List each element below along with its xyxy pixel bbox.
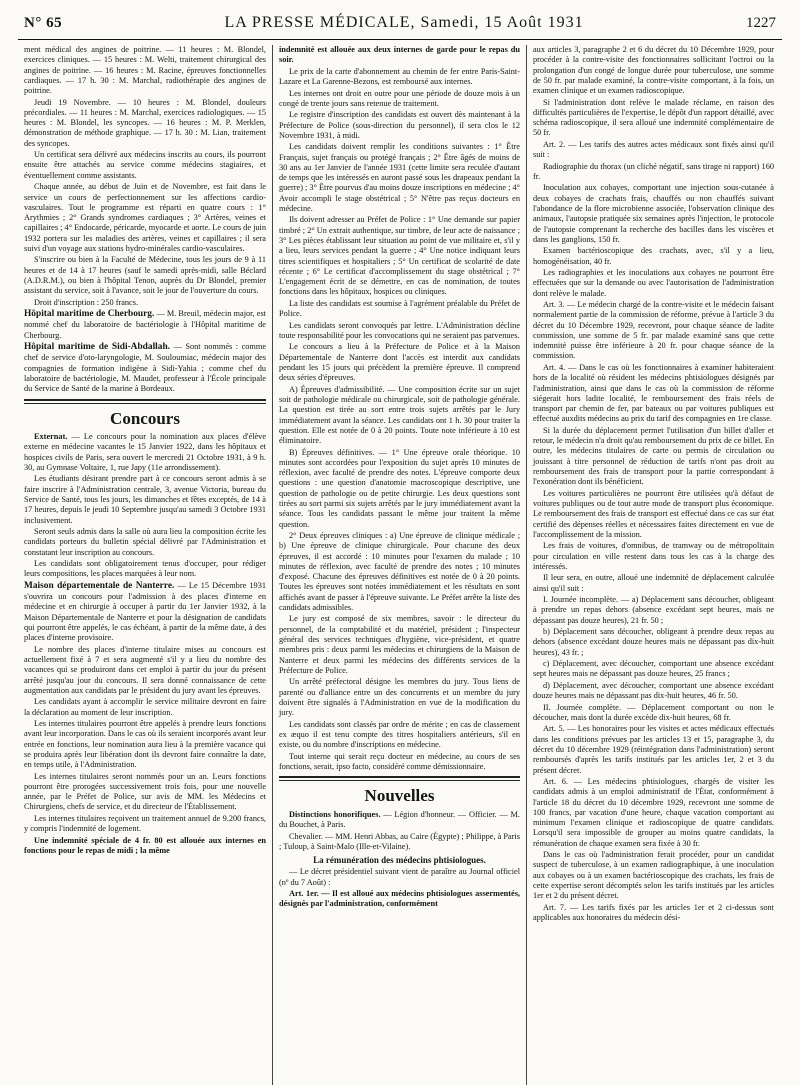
paragraph: Les radiographies et les inoculations aux cobayes ne pourront être effectuées que sur la demande ou avec l'autorisation de l'administration dont relève le malade. [533, 268, 774, 298]
paragraph: Jeudi 19 Novembre. — 10 heures : M. Blondel, douleurs précordiales. — 11 heures : M. Marchal, exercices radiologiques. — 15 heures : M. Blondel, les syncopes. — 16 heures : M. P. Merklen, démonstration de méthode graphique. — 17 h. 30 : M. Lian, traitement des syncopes. [24, 97, 266, 148]
paragraph: d) Déplacement, avec découcher, comportant une absence excédant douze heures mais ne dépassant pas dix-huit heures, 46 fr. 50. [533, 680, 774, 701]
paragraph: Les internes titulaires pourront être appelés à prendre leurs fonctions avant leur incorporation. Dans le cas où ils seraient incorporés avant leur entrée en fonctions, leur nomination aura lieu à la première vacance qui se produira après leur libération dont ils devront faire connaître la date, en temps utile, à l'Administration. [24, 719, 266, 770]
paragraph: ment médical des angines de poitrine. — 11 heures : M. Blondel, exercices cliniques. — 15 heures : M. Welti, traitement chirurgical des angines de poitrine. — 16 heures : M. Racine, épreuves fonctionnelles cardiaques. — 17 h. 30 : M. Marchal, radiothérapie des angines de poitrine. [24, 45, 266, 96]
news-item-sidi-abdallah [24, 342, 266, 394]
section-title-concours: Concours [110, 408, 180, 428]
paragraph: Les voitures particulières ne pourront être utilisées qu'à défaut de voitures publiques ou de tout autre mode de transport plus économique. Le remboursement des frais de transport est effectué dans ce cas sur état certifié des dépenses réelles et nécessaires faites directement en vue de l'accomplissement de la mission. [533, 488, 774, 539]
item-text: — M. Breuil, médecin major, est nommé chef du laboratoire de bactériologie à l'Hôpital maritime de Cherbourg. [24, 309, 266, 340]
paragraph: Art. 7. — Les tarifs fixés par les articles 1er et 2 ci-dessus sont applicables aux honoraires du médecin dési- [533, 902, 774, 922]
item-heading: Distinctions honorifiques. [289, 809, 381, 819]
paragraph: II. Journée complète. — Déplacement comportant ou non le découcher, mais dont la durée excède dix-huit heures, 68 fr. [533, 702, 774, 722]
news-item-externat [24, 432, 266, 473]
paragraph: Les candidats ayant à accomplir le service militaire devront en faire la déclaration au moment de leur inscription. [24, 697, 266, 717]
paragraph: La liste des candidats est soumise à l'agrément préalable du Préfet de Police. [279, 298, 520, 319]
issue-number: N° 65 [24, 15, 63, 31]
news-item-distinctions [279, 810, 520, 831]
paragraph: Le prix de la carte d'abonnement au chemin de fer entre Paris-Saint-Lazare et La Garenne-Bezons, est remboursé aux internes. [279, 66, 520, 87]
paragraph: Il leur sera, en outre, alloué une indemnité de déplacement calculée ainsi qu'il suit : [533, 573, 774, 593]
news-item-cherbourg [24, 309, 266, 341]
item-heading: Hôpital maritime de Cherbourg. [24, 309, 155, 320]
paragraph: — Le décret présidentiel suivant vient de paraître au Journal officiel (nº du 7 Août) : [279, 867, 520, 887]
item-heading: Hôpital maritime de Sidi-Abdallah. [24, 342, 171, 353]
section-title-nouvelles: Nouvelles [364, 786, 435, 806]
paragraph: indemnité est allouée aux deux internes de garde pour le repas du soir. [279, 45, 520, 65]
item-text: — Le concours pour la nomination aux places d'élève externe en médecine vacantes le 15 Janvier 1922, dans les hôpitaux et hospices civils de Paris, sera ouvert le mercredi 21 Octobre 1931, à 9 h. 30, au Gymnase Voltaire, 1, rue Japy (11e arrondissement). [24, 432, 267, 472]
paragraph: Examen bactérioscopique des crachats, avec, s'il y a lieu, homogénéisation, 40 fr. [533, 246, 774, 266]
news-item-nanterre [24, 581, 266, 644]
column-1 [18, 45, 272, 1085]
paragraph: A) Épreuves d'admissibilité. — Une composition écrite sur un sujet soit de pathologie médicale ou chirurgicale, soit de pathologie générale. La question est tirée au sort entre trois sujets arrêtés par le Jury immédiatement avant la séance. Les candidats ont 1 h. 30 pour traiter la question. Elle est notée de 0 à 20 points. Toute note inférieure à 10 est éliminatoire. [279, 384, 520, 446]
paragraph: Tout interne qui serait reçu docteur en médecine, au cours de ses fonctions, serait, ipso facto, considéré comme démissionnaire. [279, 751, 520, 771]
paragraph: Art. 2. — Les tarifs des autres actes médicaux sont fixés ainsi qu'il suit : [533, 139, 774, 160]
paragraph: Les internes ont droit en outre pour une période de douze mois à un congé de trente jours sans retenue de traitement. [279, 88, 520, 108]
paragraph: Chaque année, au début de Juin et de Novembre, est fait dans le service un cours de perfectionnement sur les affections cardio-vasculaires. Tout le programme est réparti en quatre cours : 1° Arythmies ; 2° Grands syndromes cardiaques ; 3° Artères, veines et capillaires ; 4° Endocarde, péricarde, myocarde et aorte. Le cours de juin 1932 portera sur les maladies des artères, veines et capillaires ; il sera suivi d'un voyage aux stations hydro-minérales cardio-vasculaires. [24, 182, 266, 253]
paragraph: b) Déplacement sans découcher, obligeant à prendre deux repas au dehors (absence excédant douze heures mais ne dépassant pas dix-huit heures), 43 fr. ; [533, 627, 774, 657]
newspaper-title: LA PRESSE MÉDICALE, Samedi, 15 Août 1931 [224, 14, 584, 31]
paragraph: B) Épreuves définitives. — 1° Une épreuve orale théorique. 10 minutes sont accordées pour l'exposition du sujet après 10 minutes de réflexion, avec faculté de prendre des notes. L'épreuve comporte deux questions : une question d'anatomie macroscopique descriptive, une question de pathologie ou de petite chirurgie. Les deux questions sont tirées au sort parmi six sujets arrêtés par le jury immédiatement avant la séance. Tous les candidats passant le même jour traitent la même question. [279, 447, 520, 529]
paragraph: Art. 4. — Dans le cas où les fonctionnaires à examiner habiteraient hors de la localité où résident les médecins phtisiologues désignés par l'administration, ainsi que dans le cas où la commission de réforme siégerait hors ladite localité, le remboursement des frais réels de transport par chemin de fer, par bateaux ou par voitures publiques est effectué auxdits médecins au prix du tarif des compagnies en 1re classe. [533, 362, 774, 424]
paragraph: S'inscrire ou bien à la Faculté de Médecine, tous les jours de 9 à 11 heures et de 14 à 17 heures (sauf le samedi après-midi, salle Béclard (A.D.R.M.), ou bien à l'hôpital Tenon, auprès du Dr Blondel, premier assistant du service, soit à l'avance, soit le jour de l'ouverture du cours. [24, 255, 266, 296]
paragraph: Le jury est composé de six membres, savoir : le directeur du personnel, de la comptabilité et du matériel, président ; l'inspecteur général des services techniques d'hygiène, vice-président, et quatre membres pris : deux parmi les médecins et chirurgiens de la Maison de Nanterre et deux parmi les médecins des différents services de la Préfecture de Police. [279, 614, 520, 675]
paragraph: Seront seuls admis dans la salle où aura lieu la composition écrite les candidats porteurs du bulletin spécial délivré par l'Administration et constatant leur inscription au concours. [24, 527, 266, 557]
item-text: — Légion d'honneur. — Officier. — M. du Bouchet, à Paris. [279, 809, 520, 830]
paragraph: Art. 1er. — Il est alloué aux médecins phtisiologues assermentés, désignés par l'administration, conformément [279, 889, 520, 909]
paragraph: Une indemnité spéciale de 4 fr. 80 est allouée aux internes en fonctions pour le repas de midi ; la même [24, 835, 266, 855]
section-divider [24, 399, 266, 404]
item-text: — Le 15 Décembre 1931 s'ouvrira un concours pour l'admission à des places d'interne en médecine et en chirurgie à occuper à partir du 1er Janvier 1932, à la Maison Départementale de Nanterre et pour la désignation de candidats qui pourront être appelés, le cas échéant, à partir de la même date, à des places d'interne provisoire. [24, 580, 266, 643]
column-3 [526, 45, 780, 1085]
paragraph: Le concours a lieu à la Préfecture de Police et à la Maison Départementale de Nanterre dont l'accès est interdit aux candidats pendant les 15 jours qui précèdent la première épreuve. Il comprend deux séries d'épreuves. [279, 342, 520, 383]
paragraph: Si l'administration dont relève le malade réclame, en raison des difficultés particulières de l'expertise, le dépôt d'un rapport détaillé, avec schéma radioscopique, il sera alloué une indemnité complémentaire de 50 fr. [533, 97, 774, 138]
paragraph: Art. 3. — Le médecin chargé de la contre-visite et le médecin faisant normalement partie de la commission de réforme, prévue à l'article 3 du décret du 10 Décembre 1929, recevront, pour chaque séance de ladite commission, une somme de 5 fr. par malade examiné sans que cette indemnité puisse être inférieure à 20 fr. pour chaque séance de la commission. [533, 300, 774, 361]
item-heading-phtisiologues: La rémunération des médecins phtisiologues. [313, 855, 486, 866]
columns [18, 45, 782, 1085]
paragraph: 2° Deux épreuves cliniques : a) Une épreuve de clinique médicale ; b) Une épreuve de clinique chirurgicale. Pour chacune des deux épreuves, il est accordé : 10 minutes pour l'examen du malade ; 10 minutes de réflexion, avec faculté de prendre des notes ; 10 minutes d'exposé. Chacune des épreuves définitives est notée de 0 à 20 points. Toutes les épreuves sont notées immédiatement et les résultats en sont affichés avant de passer à l'épreuve suivante. Le Préfet arrête la liste des candidats admissibles. [279, 531, 520, 612]
paragraph: Droit d'inscription : 250 francs. [34, 297, 139, 307]
paragraph: Chevalier. — MM. Henri Abbas, au Caire (Égypte) ; Philippe, à Paris ; Tuloup, à Saint-Malo (Ille-et-Vilaine). [279, 831, 520, 851]
paragraph: Dans le cas où l'administration ferait procéder, pour un candidat suspect de tuberculose, à un examen radiographique, à une inoculation aux cobayes ou à un examen bactérioscopique des crachats, les frais de cette expertise seront décomptés selon les tarifs institués par les articles 1er et 2 du présent décret. [533, 850, 774, 901]
paragraph: Les candidats doivent remplir les conditions suivantes : 1° Être Français, sujet français ou protégé français ; 2° Être âgés de moins de 30 ans au 1er Janvier de l'année 1931 (cette limite sera reculée d'autant de temps que les intéressés en auront passé sous les drapeaux pendant la guerre) ; 3° Être pourvus d'au moins douze inscriptions en médecine ; 4° Avoir accompli le stage obstétrical ; 5° N'être pas reçus docteurs en médecine. [279, 142, 520, 213]
paragraph: Les candidats seront convoqués par lettre. L'Administration décline toute responsabilité pour les convocations qui ne seraient pas parvenues. [279, 320, 520, 340]
paragraph: Les frais de voitures, d'omnibus, de tramway ou de métropolitain pour circulation en ville restent dans tous les cas à la charge des intéressés. [533, 541, 774, 571]
paragraph: Radiographie du thorax (un cliché négatif, sans tirage ni rapport) 160 fr. [533, 161, 774, 181]
paragraph: Les internes titulaires reçoivent un traitement annuel de 9.200 francs, y compris l'indemnité de logement. [24, 813, 266, 834]
paragraph: Les étudiants désirant prendre part à ce concours seront admis à se faire inscrire à l'Administration centrale, 3, avenue Victoria, bureau du Service de Santé, tous les jours, les dimanches et fêtes exceptés, de 14 à 17 heures, depuis le jeudi 10 Septembre jusqu'au samedi 3 Octobre 1931 inclusivement. [24, 474, 266, 525]
paragraph: Les internes titulaires seront nommés pour un an. Leurs fonctions pourront être prorogées successivement trois fois, pour une nouvelle année, par le Préfet de Police, sur avis de MM. les Médecins et Chirurgiens, chefs de service, et du directeur de l'Établissement. [24, 771, 266, 812]
paragraph: aux articles 3, paragraphe 2 et 6 du décret du 10 Décembre 1929, pour procéder à la contre-visite des fonctionnaires sollicitant l'octroi ou la prolongation d'un congé de longue durée pour tuberculose, une somme de 50 fr. par malade examiné, la contre-visite comportant, à la fois, un examen clinique et un examen radioscopique. [533, 45, 774, 96]
item-text: — Sont nommés : comme chef de service d'oto-laryngologie, M. Souloumiac, médecin major des compagnies de formation indigène à Sidi-Yahia ; comme chef du laboratoire de bactériologie, M. Maudet, professeur à l'École principale du Service de Santé de la marine à Bordeaux. [24, 342, 267, 394]
paragraph: Inoculation aux cobayes, comportant une injection sous-cutanée à deux cobayes de crachats frais, chauffés ou non chauffés suivant l'abondance de la flore microbienne associée, l'observation clinique des animaux, l'autopsie pratiquée six semaines après l'injection, le protocole de l'autopsie comprenant la recherche des bacilles dans les viscères et dans les ganglions, 150 fr. [533, 183, 774, 244]
paragraph: Art. 6. — Les médecins phtisiologues, chargés de visiter les candidats admis à un emploi administratif de l'État, conformément à l'article 18 du décret du 10 décembre 1929, recevront une somme de 100 francs, par vacation d'une heure, chaque vacation comportant au minimum l'examen clinique et radioscopique de quatre candidats. Lorsqu'il sera impossible de grouper au moins quatre candidats, la rémunération de chaque examen sera fixée à 30 fr. [533, 776, 774, 848]
item-heading: Externat. [34, 432, 68, 442]
page-number: 1227 [746, 15, 776, 31]
paragraph: Un certificat sera délivré aux médecins inscrits au cours, ils pourront ensuite être attachés au service comme médecins stagiaires, et éventuellement comme assistants. [24, 150, 266, 180]
paragraph: Les candidats sont classés par ordre de mérite ; en cas de classement ex æquo il est tenu compte des titres hospitaliers antérieurs, s'il en existe, ou du nombre d'inscriptions en médecine. [279, 719, 520, 750]
paragraph: Ils doivent adresser au Préfet de Police : 1° Une demande sur papier timbré ; 2° Un extrait authentique, sur timbre, de leur acte de naissance ; 3° Les pièces établissant leur situation au point de vue militaire et, s'il y a lieu, leurs services pendant la guerre ; 4° Une notice indiquant leurs titres scientifiques et hospitaliers ; 5° Un certificat de scolarité de date récente ; 6° Le certificat d'accomplissement du stage obstétrical ; 7° L'engagement écrit de se démettre, en cas de nomination, de toutes fonctions dans les hôpitaux, hospices ou cliniques. [279, 215, 520, 297]
paragraph: I. Journée incomplète. — a) Déplacement sans découcher, obligeant à prendre un repas dehors (absence excédant sept heures, mais ne dépassant pas douze heures), 21 fr. 50 ; [533, 595, 774, 625]
column-2 [272, 45, 526, 1085]
masthead [18, 14, 782, 40]
paragraph: Si la durée du déplacement permet l'utilisation d'un billet d'aller et retour, le médecin n'a droit qu'au remboursement du prix de ce billet. En outre, les médecins titulaires de carte ou permis de circulation ou jouissant à titre personnel de réduction de tarifs n'ont pas droit au remboursement des frais de transport pour la partie correspondant à l'exonération dont ils bénéficient. [533, 425, 774, 487]
paragraph: Art. 5. — Les honoraires pour les visites et actes médicaux effectués dans les conditions prévues par les articles 13 et 15, paragraphe 3, du décret du 10 décembre 1929 (réintégration dans l'administration) seront remboursés d'après les tarifs institués par les articles 1er, 2 et 3 du présent décret. [533, 724, 774, 775]
section-divider [279, 776, 520, 781]
paragraph: Les candidats sont obligatoirement tenus d'occuper, pour rédiger leurs compositions, les places marquées à leur nom. [24, 559, 266, 579]
paragraph: Le nombre des places d'interne titulaire mises au concours est actuellement fixé à 7 et sera augmenté s'il y a lieu du nombre des vacances qui se produiront dans cet emploi à partir du jour du présent arrêté jusqu'au jour du concours. Il sera donné connaissance de cette augmentation aux candidats par le président du jury avant les épreuves. [24, 644, 266, 695]
paragraph: c) Déplacement, avec découcher, comportant une absence excédant sept heures mais ne dépassant pas douze heures, 25 francs ; [533, 659, 774, 679]
paragraph: Le registre d'inscription des candidats est ouvert dès maintenant à la Préfecture de Police (sous-direction du personnel), il sera clos le 12 Novembre 1931, à midi. [279, 110, 520, 140]
item-heading: Maison départementale de Nanterre. [24, 580, 175, 591]
paragraph: Un arrêté préfectoral désigne les membres du jury. Tous liens de parenté ou d'alliance entre un des concurrents et un membre du jury doivent être signalés à l'Administration en vue de la modification du jury. [279, 677, 520, 718]
